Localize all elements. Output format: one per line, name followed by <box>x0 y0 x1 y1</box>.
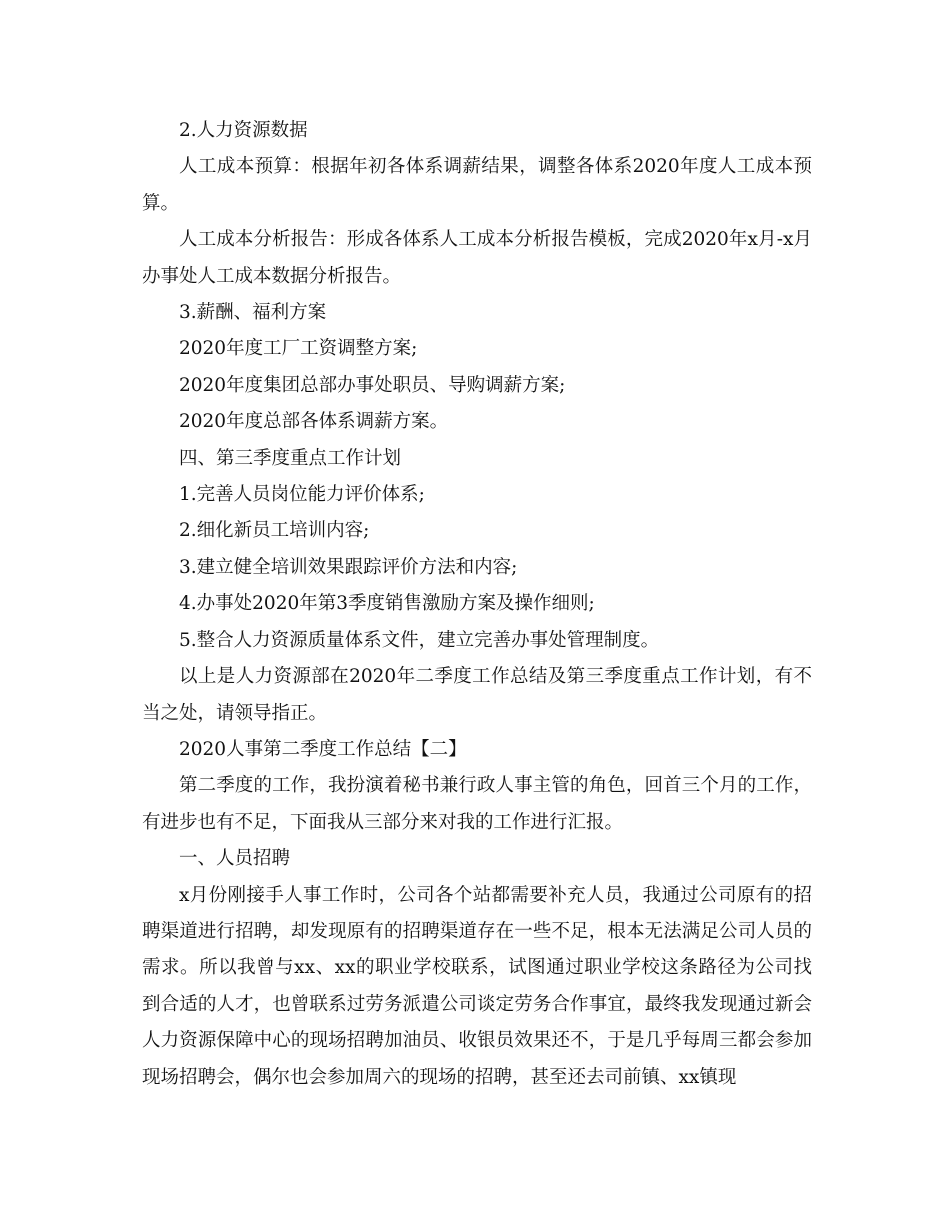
list-item-plan-2: 2.细化新员工培训内容; <box>179 520 370 542</box>
section-heading-compensation: 3.薪酬、福利方案 <box>179 302 327 324</box>
section-heading-q3-plan: 四、第三季度重点工作计划 <box>179 447 402 469</box>
document-page <box>142 113 812 1096</box>
paragraph-labor-cost-report: 人工成本分析报告：形成各体系人工成本分析报告模板，完成2020年x月-x月办事处人工成本数据分析报告。 <box>142 229 812 287</box>
list-item-plan-4: 4.办事处2020年第3季度销售激励方案及操作细则; <box>179 593 595 615</box>
paragraph-labor-cost-budget: 人工成本预算：根据年初各体系调薪结果，调整各体系2020年度人工成本预算。 <box>142 156 812 214</box>
list-item-hq-salary-plan: 2020年度集团总部办事处职员、导购调薪方案; <box>179 374 566 396</box>
document-subtitle: 2020人事第二季度工作总结【二】 <box>179 738 467 760</box>
list-item-plan-1: 1.完善人员岗位能力评价体系; <box>179 484 425 506</box>
list-item-factory-wage-plan: 2020年度工厂工资调整方案; <box>179 338 418 360</box>
paragraph-conclusion: 以上是人力资源部在2020年二季度工作总结及第三季度重点工作计划，有不当之处，请领导指正。 <box>142 666 812 724</box>
list-item-plan-5: 5.整合人力资源质量体系文件，建立完善办事处管理制度。 <box>179 629 660 651</box>
section-heading-hr-data: 2.人力资源数据 <box>179 120 308 141</box>
list-item-system-salary-plan: 2020年度总部各体系调薪方案。 <box>179 411 449 433</box>
section-heading-recruitment: 一、人员招聘 <box>179 848 291 870</box>
paragraph-recruitment-body: x月份刚接手人事工作时，公司各个站都需要补充人员，我通过公司原有的招聘渠道进行招聘，却发现原有的招聘渠道存在一些不足，根本无法满足公司人员的需求。所以我曾与xx、xx的职业学校联系，试图通过职业学校这条路径为公司找到合适的人才，也曾联系过劳务派遣公司谈定劳务合作事宜，最终我发现通过新会人力资源保障中心的现场招聘加油员、收银员效果还不，于是几乎每周三都会参加现场招聘会，偶尔也会参加周六的现场的招聘，甚至还去司前镇、xx镇现 <box>142 884 812 1088</box>
list-item-plan-3: 3.建立健全培训效果跟踪评价方法和内容; <box>179 556 518 578</box>
paragraph-intro: 第二季度的工作，我扮演着秘书兼行政人事主管的角色，回首三个月的工作，有进步也有不足，下面我从三部分来对我的工作进行汇报。 <box>142 775 812 833</box>
